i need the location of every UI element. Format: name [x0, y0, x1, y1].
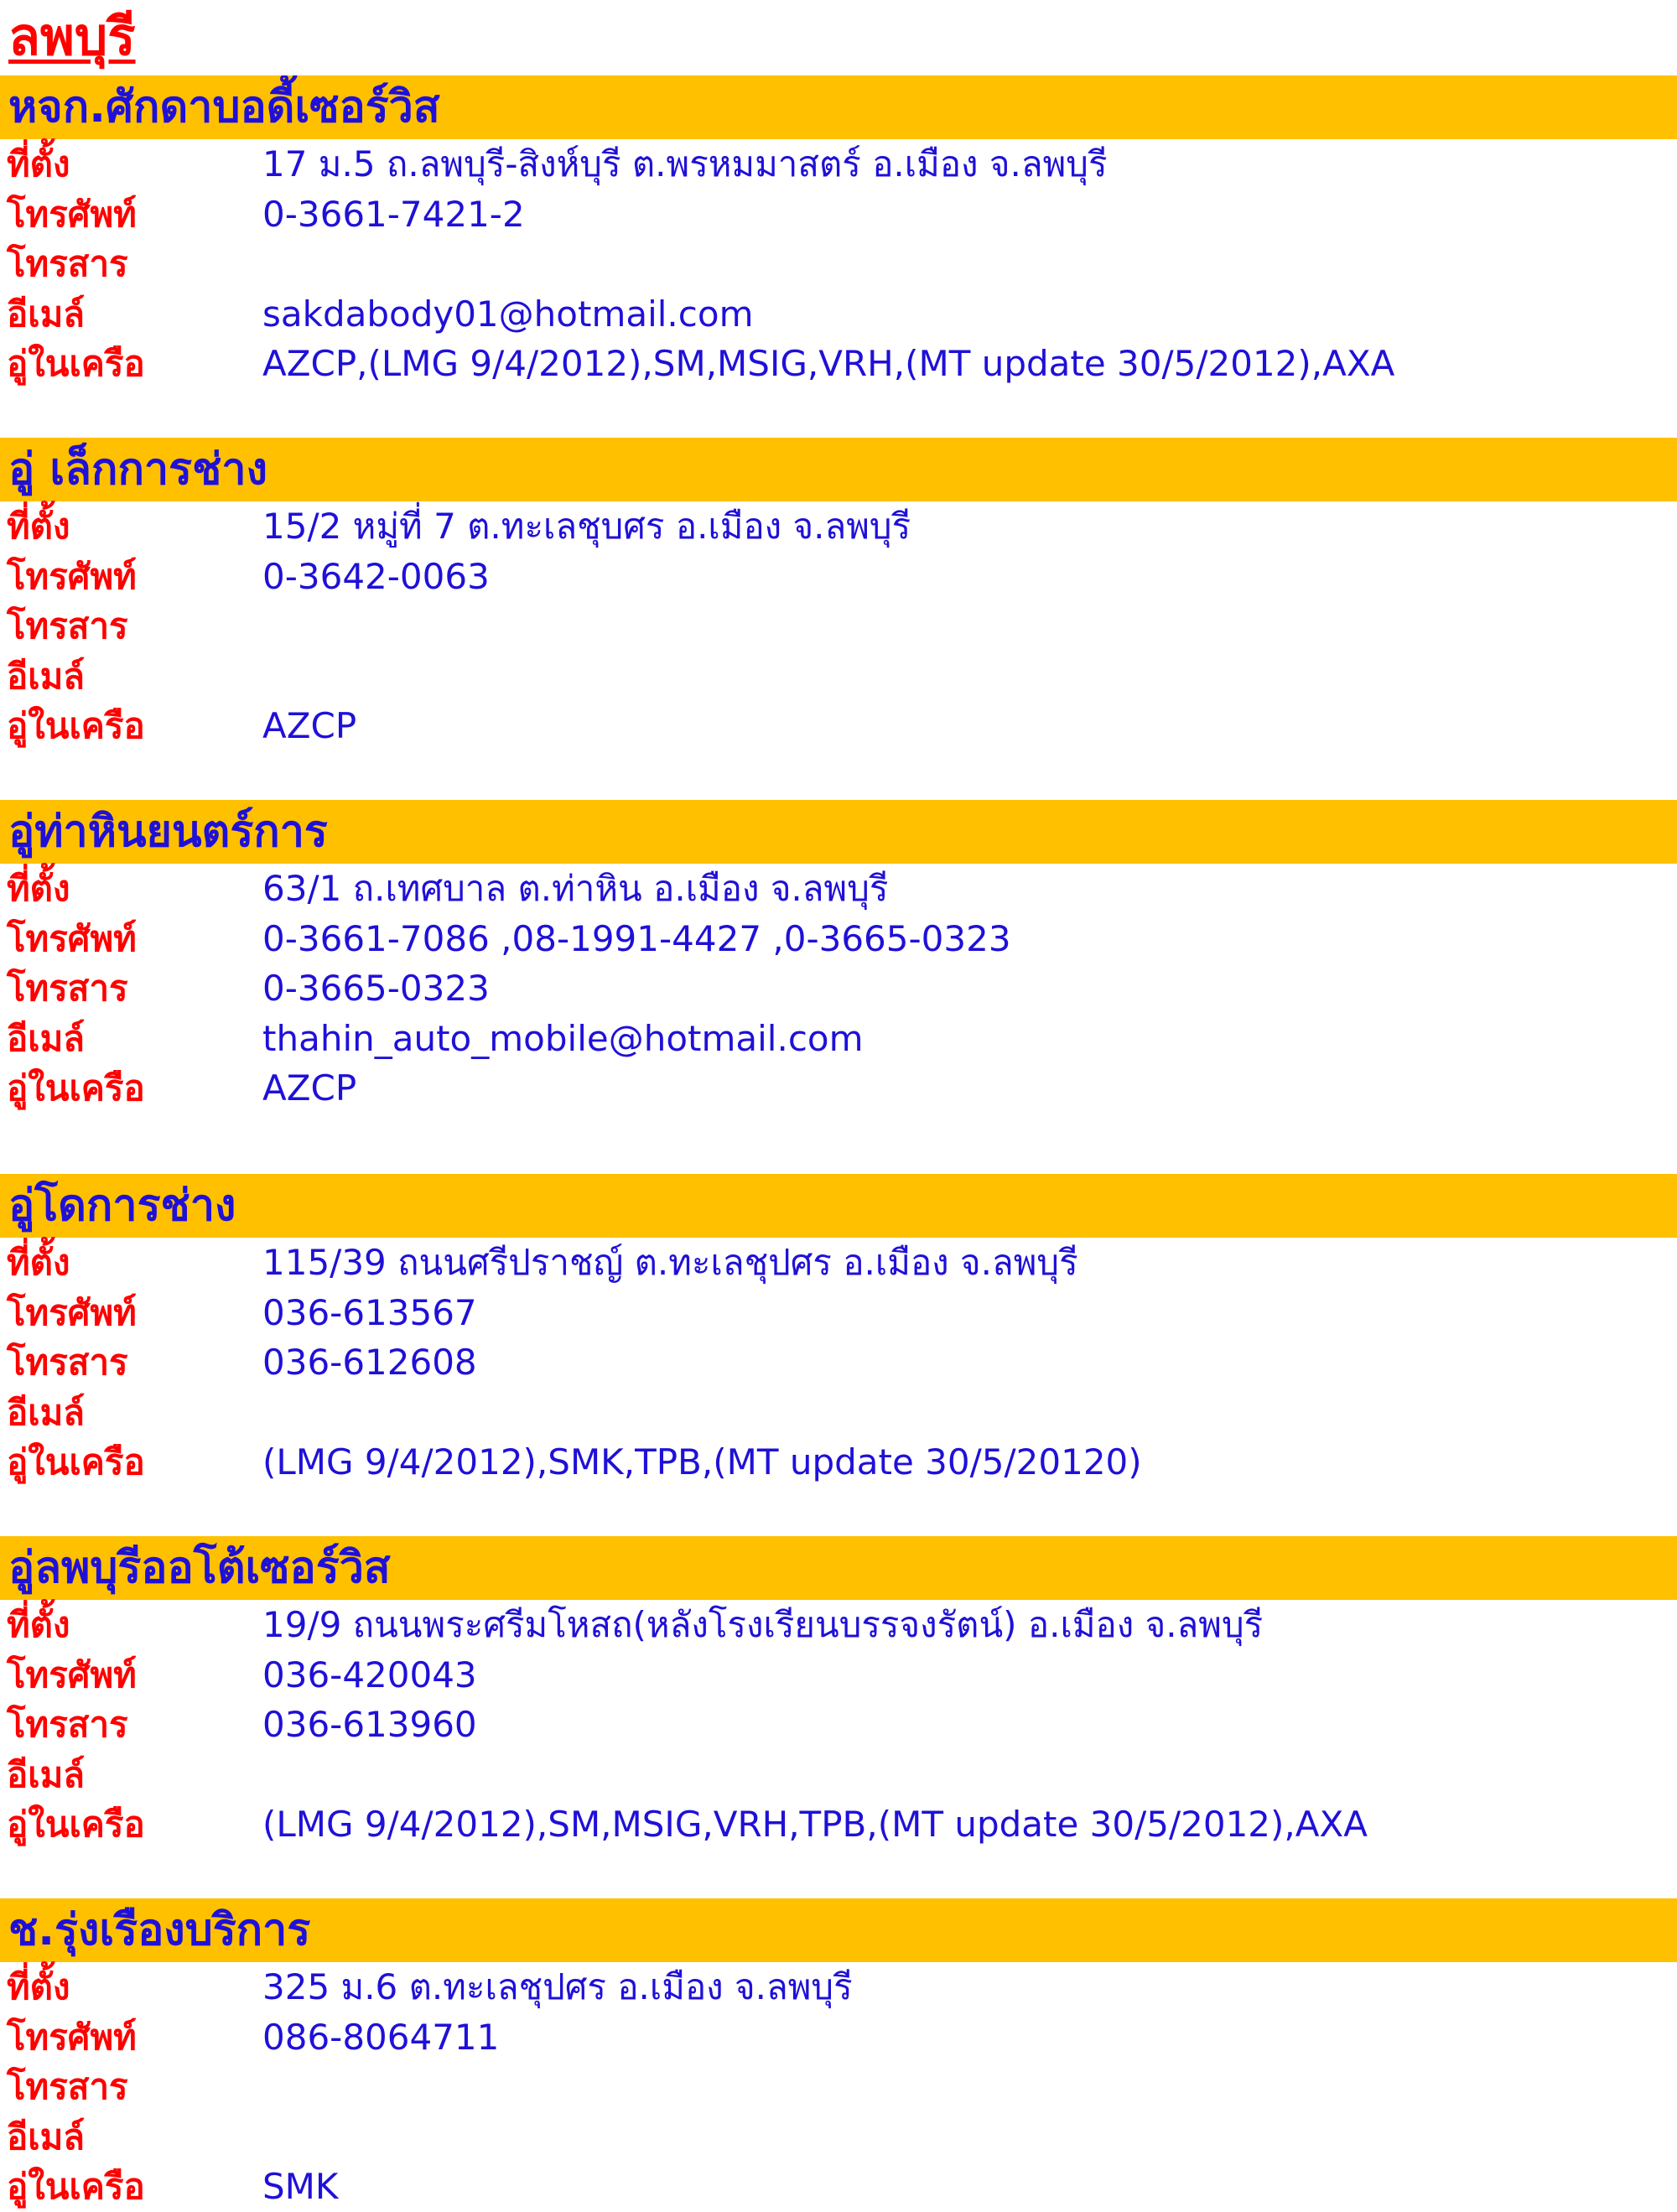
network-row — [0, 1437, 1677, 1488]
phone-label: โทรศัพท์ — [7, 917, 137, 959]
email-label: อีเมล์ — [7, 655, 86, 697]
phone-value: 036-613567 — [262, 1291, 477, 1333]
address-row — [0, 1962, 1677, 2012]
network-label: อู่ในเครือ — [7, 705, 145, 747]
fax-label: โทรสาร — [7, 1704, 128, 1746]
phone-value: 036-420043 — [262, 1654, 477, 1695]
network-label: อู่ในเครือ — [7, 1441, 145, 1483]
address-label: ที่ตั้ง — [7, 1604, 70, 1645]
address-row — [0, 864, 1677, 914]
fax-row — [0, 1700, 1677, 1750]
fax-row — [0, 2062, 1677, 2112]
network-value: (LMG 9/4/2012),SM,MSIG,VRH,TPB,(MT update 30/5/2012),AXA — [262, 1804, 1368, 1846]
email-row — [0, 2112, 1677, 2163]
fax-value: 0-3665-0323 — [262, 968, 490, 1010]
address-value: 115/39 ถนนศรีปราชญ์ ต.ทะเลชุปศร อ.เมือง จ.ลพบุรี — [262, 1242, 1078, 1283]
shop-name: อู่ เล็กการช่าง — [0, 438, 1677, 501]
phone-label: โทรศัพท์ — [7, 555, 137, 597]
network-label: อู่ในเครือ — [7, 343, 145, 385]
email-label: อีเมล์ — [7, 1753, 86, 1795]
address-row — [0, 1238, 1677, 1288]
network-value: AZCP,(LMG 9/4/2012),SM,MSIG,VRH,(MT update 30/5/2012),AXA — [262, 343, 1395, 385]
phone-value: 0-3661-7086 ,08-1991-4427 ,0-3665-0323 — [262, 917, 1011, 959]
fax-label: โทรสาร — [7, 605, 128, 647]
network-value: SMK — [262, 2166, 339, 2208]
address-label: ที่ตั้ง — [7, 868, 70, 909]
fax-row — [0, 963, 1677, 1014]
phone-label: โทรศัพท์ — [7, 1654, 137, 1695]
network-row — [0, 701, 1677, 751]
address-value: 17 ม.5 ถ.ลพบุรี-สิงห์บุรี ต.พรหมมาสตร์ อ.เมือง จ.ลพบุรี — [262, 143, 1108, 184]
email-row — [0, 1388, 1677, 1438]
fax-label: โทรสาร — [7, 968, 128, 1010]
address-label: ที่ตั้ง — [7, 1966, 70, 2007]
email-value: sakdabody01@hotmail.com — [262, 293, 754, 335]
phone-label: โทรศัพท์ — [7, 2016, 137, 2058]
network-value: AZCP — [262, 1067, 357, 1109]
address-label: ที่ตั้ง — [7, 1242, 70, 1283]
phone-row — [0, 2012, 1677, 2063]
fax-row — [0, 1337, 1677, 1388]
network-row — [0, 2162, 1677, 2212]
network-label: อู่ในเครือ — [7, 1067, 145, 1109]
phone-row — [0, 1288, 1677, 1338]
shop-name: อู่ท่าหินยนตร์การ — [0, 800, 1677, 864]
network-label: อู่ในเครือ — [7, 2166, 145, 2208]
phone-row — [0, 1650, 1677, 1701]
shop-card — [0, 800, 1677, 1114]
email-row — [0, 1750, 1677, 1800]
email-label: อีเมล์ — [7, 293, 86, 335]
fax-label: โทรสาร — [7, 243, 128, 285]
shop-card — [0, 1174, 1677, 1488]
fax-value: 036-613960 — [262, 1704, 477, 1746]
phone-label: โทรศัพท์ — [7, 1291, 137, 1333]
shop-name: อู่ลพบุรีออโต้เซอร์วิส — [0, 1536, 1677, 1600]
email-label: อีเมล์ — [7, 1391, 86, 1433]
phone-value: 086-8064711 — [262, 2016, 500, 2058]
email-row — [0, 652, 1677, 702]
email-label: อีเมล์ — [7, 1017, 86, 1059]
email-row — [0, 1014, 1677, 1064]
shop-name: อู่โดการช่าง — [0, 1174, 1677, 1238]
email-row — [0, 289, 1677, 340]
fax-row — [0, 601, 1677, 652]
network-row — [0, 1063, 1677, 1114]
address-value: 325 ม.6 ต.ทะเลชุปศร อ.เมือง จ.ลพบุรี — [262, 1966, 853, 2007]
address-value: 15/2 หมู่ที่ 7 ต.ทะเลชุบศร อ.เมือง จ.ลพบุรี — [262, 506, 911, 547]
shop-card — [0, 438, 1677, 751]
fax-label: โทรสาร — [7, 2066, 128, 2108]
network-value: (LMG 9/4/2012),SMK,TPB,(MT update 30/5/20120) — [262, 1441, 1142, 1483]
email-label: อีเมล์ — [7, 2116, 86, 2157]
address-value: 19/9 ถนนพระศรีมโหสถ(หลังโรงเรียนบรรจงรัตน์) อ.เมือง จ.ลพบุรี — [262, 1604, 1264, 1645]
address-label: ที่ตั้ง — [7, 143, 70, 184]
shop-name: หจก.ศักดาบอดี้เซอร์วิส — [0, 75, 1677, 139]
network-value: AZCP — [262, 705, 357, 747]
network-label: อู่ในเครือ — [7, 1804, 145, 1846]
shop-card — [0, 1898, 1677, 2212]
address-label: ที่ตั้ง — [7, 506, 70, 547]
network-row — [0, 1799, 1677, 1850]
phone-row — [0, 914, 1677, 964]
fax-label: โทรสาร — [7, 1342, 128, 1384]
network-row — [0, 339, 1677, 389]
phone-row — [0, 190, 1677, 240]
shop-card — [0, 75, 1677, 389]
phone-value: 0-3642-0063 — [262, 555, 490, 597]
phone-label: โทรศัพท์ — [7, 193, 137, 235]
address-row — [0, 1600, 1677, 1650]
address-row — [0, 501, 1677, 552]
phone-row — [0, 552, 1677, 602]
address-row — [0, 139, 1677, 190]
phone-value: 0-3661-7421-2 — [262, 193, 525, 235]
email-value: thahin_auto_mobile@hotmail.com — [262, 1017, 864, 1059]
fax-value: 036-612608 — [262, 1342, 477, 1384]
fax-row — [0, 239, 1677, 289]
shop-card — [0, 1536, 1677, 1850]
address-value: 63/1 ถ.เทศบาล ต.ท่าหิน อ.เมือง จ.ลพบุรี — [262, 868, 889, 909]
page-title: ลพบุรี — [8, 6, 136, 67]
shop-name: ช.รุ่งเรืองบริการ — [0, 1898, 1677, 1962]
